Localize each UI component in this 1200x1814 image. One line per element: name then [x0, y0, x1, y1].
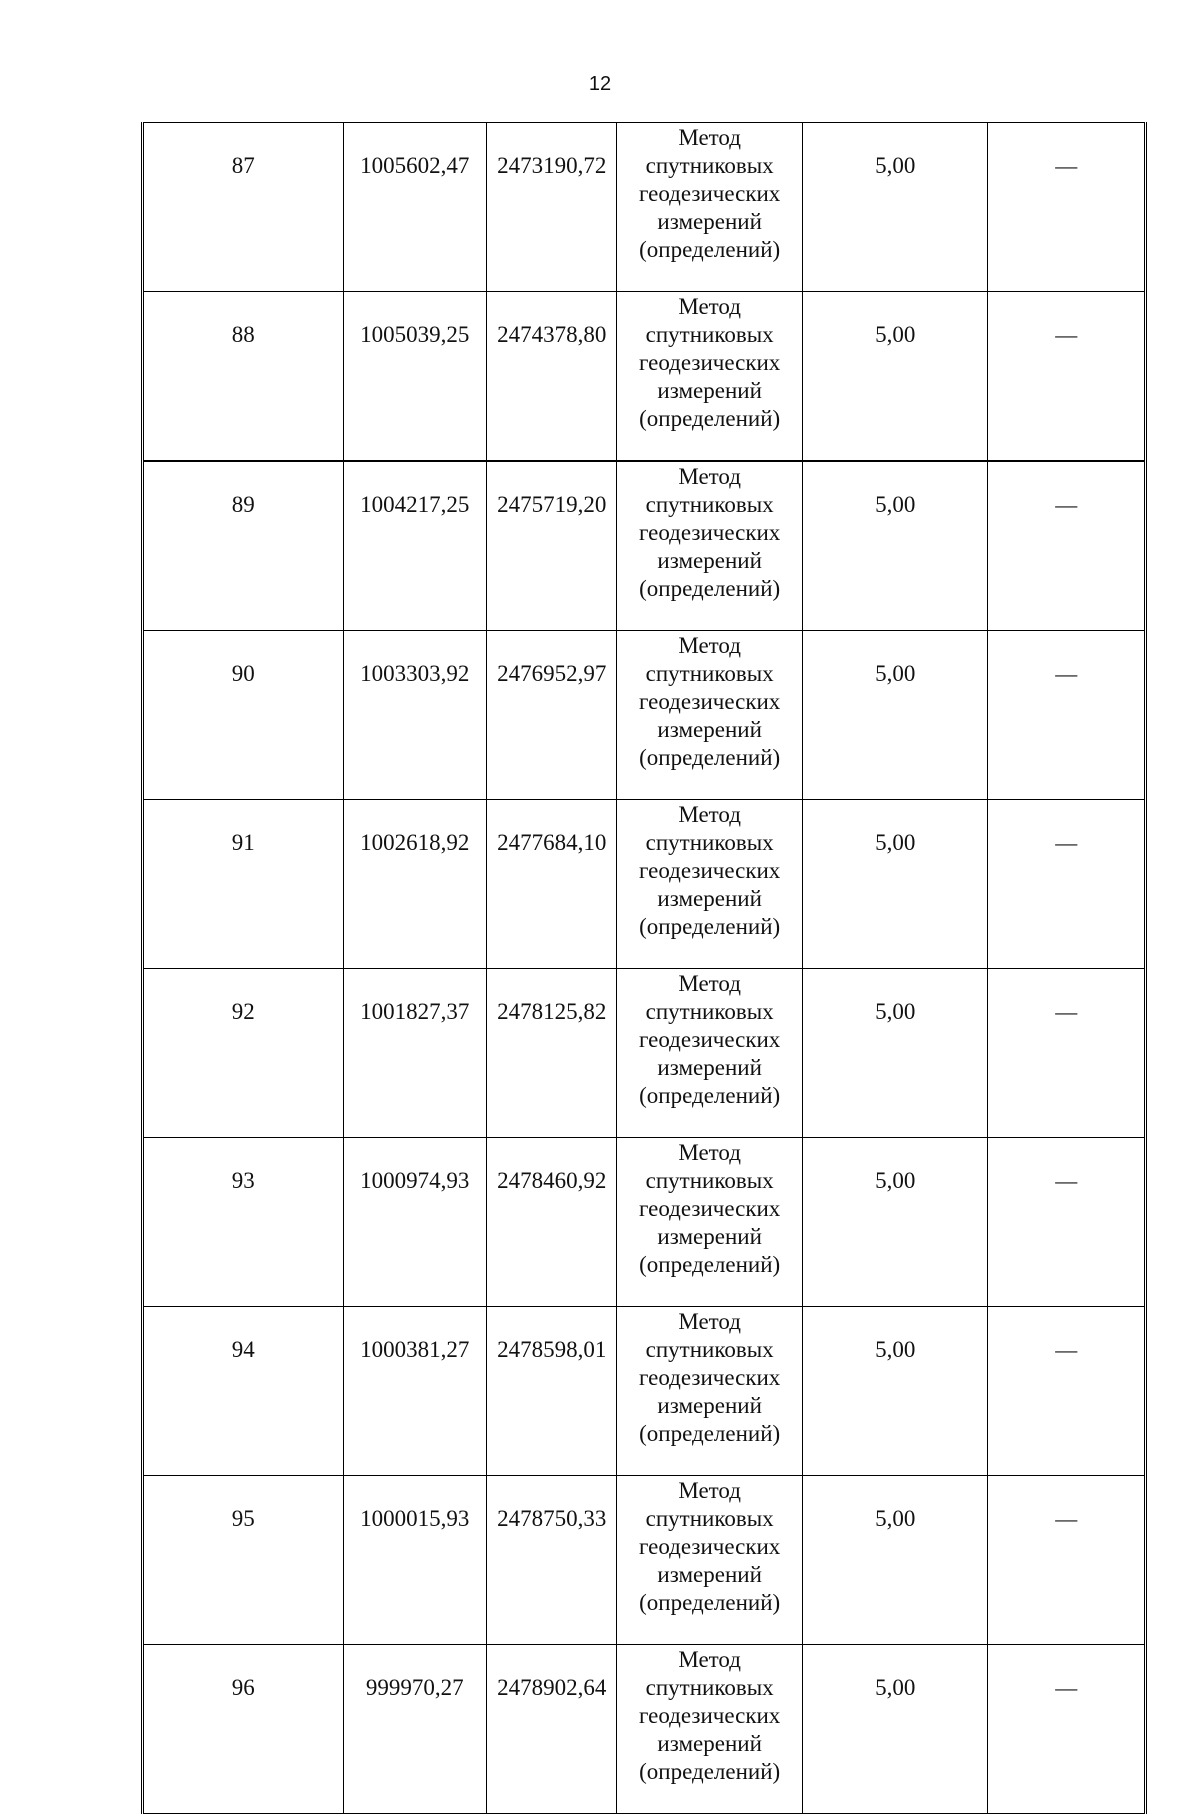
point-number-cell: 93 — [143, 1138, 344, 1307]
method-text-line: (определений) — [639, 1083, 781, 1108]
accuracy-cell: 5,00 — [802, 292, 988, 462]
point-number-cell: 94 — [143, 1307, 344, 1476]
method-cell — [617, 123, 803, 292]
table-body — [143, 123, 1146, 1814]
note-cell: — — [988, 123, 1146, 292]
table-row — [143, 292, 1146, 462]
method-text-line: Метод — [678, 1140, 741, 1165]
table-row — [143, 123, 1146, 292]
method-text-line: Метод — [678, 971, 741, 996]
method-text-line: измерений — [657, 378, 762, 403]
table-row — [143, 1138, 1146, 1307]
page-number: 12 — [588, 73, 612, 95]
y-coordinate-cell: 2476952,97 — [487, 631, 617, 800]
method-text-line: Метод — [678, 464, 741, 489]
method-cell — [617, 1645, 803, 1814]
accuracy-cell: 5,00 — [802, 123, 988, 292]
accuracy-cell: 5,00 — [802, 631, 988, 800]
y-coordinate-cell: 2475719,20 — [487, 461, 617, 631]
method-cell — [617, 292, 803, 462]
method-text-line: Метод — [678, 125, 741, 150]
point-number-cell: 88 — [143, 292, 344, 462]
table-row — [143, 631, 1146, 800]
method-text-line: Метод — [678, 1478, 741, 1503]
note-cell: — — [988, 1307, 1146, 1476]
accuracy-cell: 5,00 — [802, 1138, 988, 1307]
method-text-line: (определений) — [639, 1590, 781, 1615]
accuracy-cell: 5,00 — [802, 969, 988, 1138]
method-text-line: (определений) — [639, 237, 781, 262]
method-text-line: Метод — [678, 294, 741, 319]
method-text-line: измерений — [657, 1393, 762, 1418]
method-text-line: геодезических — [639, 181, 781, 206]
method-text-line: измерений — [657, 1562, 762, 1587]
note-cell: — — [988, 292, 1146, 462]
method-text-line: Метод — [678, 802, 741, 827]
y-coordinate-cell: 2477684,10 — [487, 800, 617, 969]
method-text-line: геодезических — [639, 350, 781, 375]
method-cell — [617, 1307, 803, 1476]
method-cell — [617, 800, 803, 969]
method-cell — [617, 969, 803, 1138]
x-coordinate-cell: 1001827,37 — [343, 969, 486, 1138]
method-text-line: спутниковых — [645, 1675, 774, 1700]
method-text-line: спутниковых — [645, 830, 774, 855]
accuracy-cell: 5,00 — [802, 461, 988, 631]
table-row — [143, 1307, 1146, 1476]
method-text-line: (определений) — [639, 406, 781, 431]
x-coordinate-cell: 1003303,92 — [343, 631, 486, 800]
method-text-line: геодезических — [639, 520, 781, 545]
method-text-line: (определений) — [639, 745, 781, 770]
y-coordinate-cell: 2473190,72 — [487, 123, 617, 292]
method-text-line: спутниковых — [645, 322, 774, 347]
table-row — [143, 969, 1146, 1138]
method-text-line: (определений) — [639, 1252, 781, 1277]
method-cell — [617, 461, 803, 631]
method-text-line: (определений) — [639, 576, 781, 601]
x-coordinate-cell: 1000015,93 — [343, 1476, 486, 1645]
method-text-line: спутниковых — [645, 661, 774, 686]
method-text-line: геодезических — [639, 1196, 781, 1221]
method-text-line: геодезических — [639, 1703, 781, 1728]
method-text-line: (определений) — [639, 1421, 781, 1446]
table-row — [143, 1645, 1146, 1814]
y-coordinate-cell: 2474378,80 — [487, 292, 617, 462]
method-text-line: Метод — [678, 1309, 741, 1334]
y-coordinate-cell: 2478460,92 — [487, 1138, 617, 1307]
x-coordinate-cell: 1005039,25 — [343, 292, 486, 462]
point-number-cell: 95 — [143, 1476, 344, 1645]
coordinates-table — [141, 122, 1147, 1814]
method-text-line: измерений — [657, 1731, 762, 1756]
method-text-line: спутниковых — [645, 492, 774, 517]
method-text-line: Метод — [678, 1647, 741, 1672]
point-number-cell: 89 — [143, 461, 344, 631]
note-cell: — — [988, 1645, 1146, 1814]
accuracy-cell: 5,00 — [802, 1476, 988, 1645]
method-text-line: спутниковых — [645, 1168, 774, 1193]
y-coordinate-cell: 2478125,82 — [487, 969, 617, 1138]
method-cell — [617, 631, 803, 800]
point-number-cell: 90 — [143, 631, 344, 800]
note-cell: — — [988, 969, 1146, 1138]
method-text-line: (определений) — [639, 1759, 781, 1784]
method-text-line: геодезических — [639, 858, 781, 883]
y-coordinate-cell: 2478598,01 — [487, 1307, 617, 1476]
accuracy-cell: 5,00 — [802, 1645, 988, 1814]
method-text-line: геодезических — [639, 689, 781, 714]
method-text-line: спутниковых — [645, 999, 774, 1024]
method-text-line: измерений — [657, 886, 762, 911]
method-text-line: спутниковых — [645, 1337, 774, 1362]
method-text-line: измерений — [657, 1055, 762, 1080]
point-number-cell: 87 — [143, 123, 344, 292]
x-coordinate-cell: 999970,27 — [343, 1645, 486, 1814]
y-coordinate-cell: 2478902,64 — [487, 1645, 617, 1814]
note-cell: — — [988, 800, 1146, 969]
point-number-cell: 96 — [143, 1645, 344, 1814]
x-coordinate-cell: 1000381,27 — [343, 1307, 486, 1476]
method-cell — [617, 1138, 803, 1307]
x-coordinate-cell: 1000974,93 — [343, 1138, 486, 1307]
accuracy-cell: 5,00 — [802, 800, 988, 969]
note-cell: — — [988, 1476, 1146, 1645]
y-coordinate-cell: 2478750,33 — [487, 1476, 617, 1645]
x-coordinate-cell: 1004217,25 — [343, 461, 486, 631]
table-row — [143, 800, 1146, 969]
point-number-cell: 92 — [143, 969, 344, 1138]
method-cell — [617, 1476, 803, 1645]
x-coordinate-cell: 1005602,47 — [343, 123, 486, 292]
note-cell: — — [988, 631, 1146, 800]
x-coordinate-cell: 1002618,92 — [343, 800, 486, 969]
method-text-line: измерений — [657, 548, 762, 573]
method-text-line: измерений — [657, 1224, 762, 1249]
table-row — [143, 1476, 1146, 1645]
point-number-cell: 91 — [143, 800, 344, 969]
method-text-line: Метод — [678, 633, 741, 658]
method-text-line: измерений — [657, 717, 762, 742]
method-text-line: спутниковых — [645, 1506, 774, 1531]
method-text-line: геодезических — [639, 1365, 781, 1390]
method-text-line: спутниковых — [645, 153, 774, 178]
method-text-line: (определений) — [639, 914, 781, 939]
method-text-line: геодезических — [639, 1027, 781, 1052]
accuracy-cell: 5,00 — [802, 1307, 988, 1476]
method-text-line: измерений — [657, 209, 762, 234]
note-cell: — — [988, 461, 1146, 631]
method-text-line: геодезических — [639, 1534, 781, 1559]
note-cell: — — [988, 1138, 1146, 1307]
table-row — [143, 461, 1146, 631]
